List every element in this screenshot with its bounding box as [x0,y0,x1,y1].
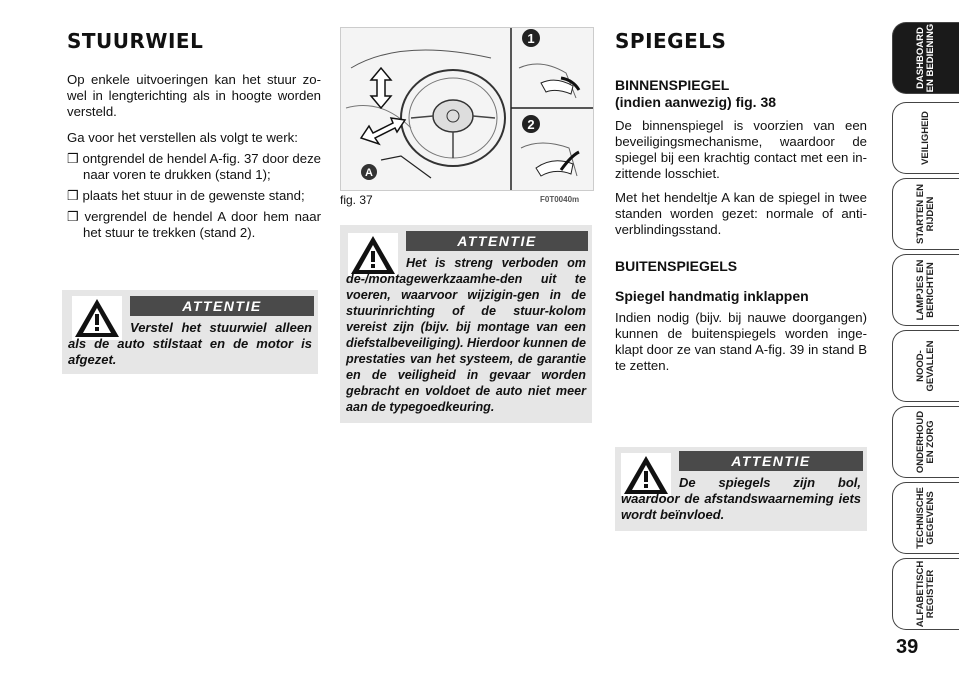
subheading-indien-aanwezig: (indien aanwezig) fig. 38 [615,94,777,110]
figure-code: F0T0040m [540,195,580,204]
subheading-buitenspiegels: BUITENSPIEGELS [615,258,738,274]
figure-steering-wheel [340,27,594,191]
warning-text: De spiegels zijn bol, waardoor de afstandswaarneming iets wordt beïnvloed. [621,475,861,522]
warning-box-stuurwiel [62,290,318,374]
figure-caption: fig. 37 [340,193,373,207]
warning-box-modifications [340,225,592,423]
bullet-item: ❒ vergrendel de hendel A door hem naar het stuur te trekken (stand 2). [67,209,321,240]
warning-box-spiegels [615,447,867,531]
bullet-item: ❒ ontgrendel de hendel A-fig. 37 door deze naar voren te drukken (stand 1); [67,151,321,182]
tab-onderhoud[interactable]: ONDERHOUD EN ZORG [892,406,959,478]
section-title-spiegels: SPIEGELS [615,29,727,53]
marker-2: 2 [527,117,535,132]
paragraph-inklappen: Indien nodig (bijv. bij nauwe doorgangen) kunnen de buitenspiegels worden inge-klapt door ze van stand A-fig. 39 in stand B te zetten. [615,310,867,373]
tab-noodgevallen[interactable]: NOOD- GEVALLEN [892,330,959,402]
tab-veiligheid[interactable]: VEILIGHEID [892,102,959,174]
marker-a: A [365,167,373,179]
warning-label: ATTENTIE [679,451,863,471]
page-number: 39 [896,636,919,658]
tab-starten[interactable]: STARTEN EN RIJDEN [892,178,959,250]
warning-text: Verstel het stuurwiel alleen als de auto stilstaat en de motor is afgezet. [68,320,312,367]
tab-register[interactable]: ALFABETISCH REGISTER [892,558,959,630]
warning-label: ATTENTIE [406,231,588,251]
marker-1: 1 [527,31,535,46]
paragraph-hendeltje: Met het hendeltje A kan de spiegel in twee standen worden gezet: normale of anti-verblindingsstand. [615,190,867,237]
tab-dashboard[interactable]: DASHBOARD EN BEDIENING [892,22,959,94]
bullet-item: ❒ plaats het stuur in de gewenste stand; [67,188,305,203]
intro-paragraph: Op enkele uitvoeringen kan het stuur zo-wel in lengterichting als in hoogte worden versteld. [67,72,321,119]
section-title-stuurwiel: STUURWIEL [67,29,204,53]
subheading-inklappen: Spiegel handmatig inklappen [615,288,809,304]
tab-technische[interactable]: TECHNISCHE GEGEVENS [892,482,959,554]
subheading-binnenspiegel: BINNENSPIEGEL [615,77,730,93]
tab-lampjes[interactable]: LAMPJES EN BERICHTEN [892,254,959,326]
warning-label: ATTENTIE [130,296,314,316]
warning-text: Het is streng verboden om de-/montagewerkzaamhe-den uit te voeren, waarvoor wijzigin-gen in de stuurinrichting of de stuur-kolom vereist zijn (bijv. bij montage van een diefstalbeveiliging). Hierdoor kunnen de prestaties van het systeem, de garantie en de veiligheid in gevaar worden gebracht en voldoet de auto niet meer aan de typegoedkeuring. [346,256,587,414]
paragraph-binnenspiegel: De binnenspiegel is voorzien van een beveiligingsmechanisme, waardoor de spiegel bij een krachtig contact met een in-zittende losschiet. [615,118,867,181]
instruction-paragraph: Ga voor het verstellen als volgt te werk: [67,130,298,145]
